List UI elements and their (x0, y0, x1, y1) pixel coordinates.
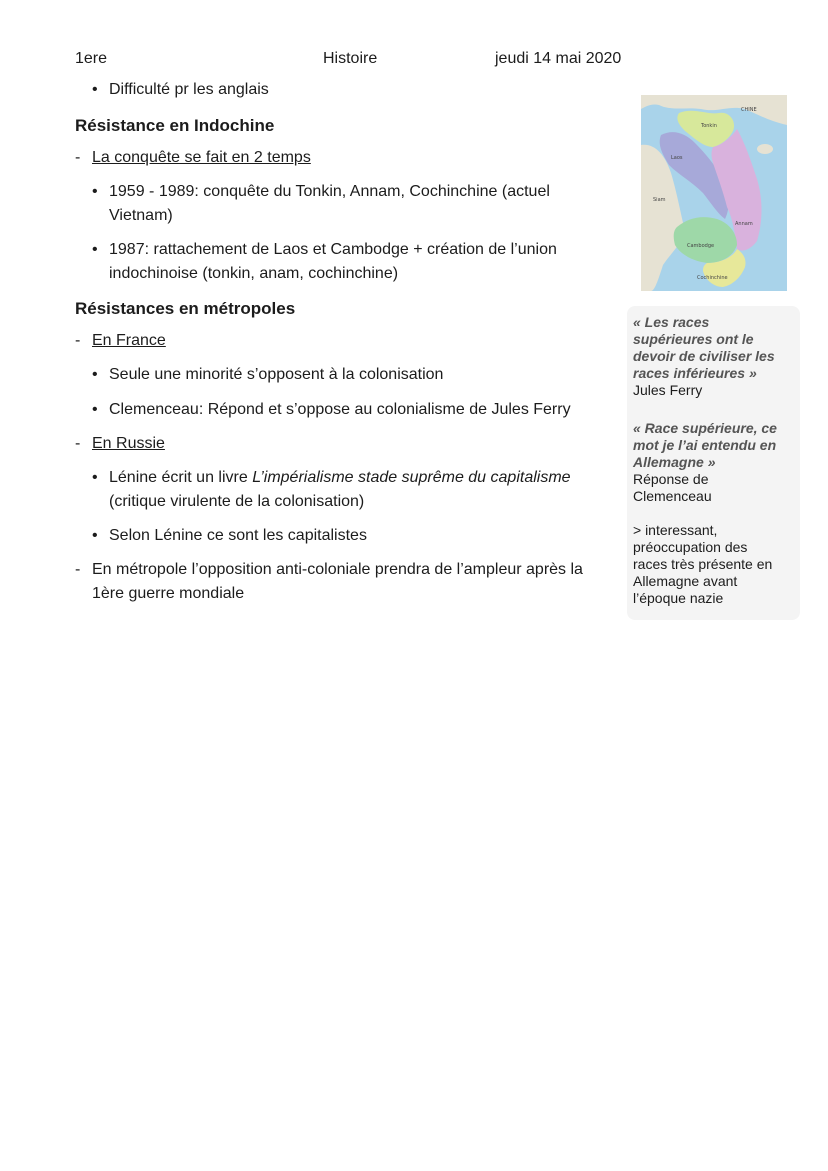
bullet-lenine-livre (109, 466, 609, 514)
dash-metropole-opposition (92, 558, 622, 606)
bullet-line: indochinoise (tonkin, anam, cochinchine) (109, 265, 399, 282)
note-line: > interessant, (633, 522, 718, 538)
quote-line: « Les races (633, 314, 710, 330)
subheading-france-text: En France (92, 332, 166, 349)
subheading-conquete-text: La conquête se fait en 2 temps (92, 149, 311, 166)
note-line: Allemagne avant (633, 573, 738, 589)
bullet-minorite: • Seule une minorité s’opposent à la colonisation (109, 363, 443, 387)
bullet-difficulte: • Difficulté pr les anglais (109, 78, 269, 102)
quote-line: mot je l’ai entendu en (633, 437, 777, 453)
map-label-laos: Laos (671, 155, 683, 161)
bullet-conquete-tonkin (109, 180, 609, 228)
quote-jules-ferry (633, 314, 795, 399)
note-line: l’époque nazie (633, 590, 724, 606)
header-class: 1ere (75, 50, 108, 67)
subheading-russie-text: En Russie (92, 435, 165, 452)
header-date: jeudi 14 mai 2020 (495, 50, 622, 67)
quote-author: Clemenceau (633, 488, 712, 504)
sidebar-note (633, 522, 795, 607)
subheading-conquete (92, 146, 311, 170)
map-label-cochinchine: Cochinchine (697, 275, 728, 281)
bullet-line: (critique virulente de la colonisation) (109, 493, 365, 510)
note-line: préoccupation des (633, 539, 748, 555)
quote-line: « Race supérieure, ce (633, 420, 777, 436)
lenine-prefix: Lénine écrit un livre (109, 469, 253, 486)
quote-author: Réponse de (633, 471, 709, 487)
bullet-rattachement (109, 238, 609, 286)
quote-line: Allemagne » (633, 454, 716, 470)
bullet-line: Vietnam) (109, 207, 173, 224)
subheading-russie (92, 432, 165, 456)
bullet-clemenceau: • Clemenceau: Répond et s’oppose au colonialisme de Jules Ferry (109, 398, 571, 422)
header-subject: Histoire (323, 50, 378, 67)
heading-metropoles: Résistances en métropoles (75, 299, 296, 318)
map-label-siam: Siam (653, 197, 666, 203)
map-label-chine: CHINE (741, 107, 757, 113)
quote-clemenceau (633, 420, 795, 505)
map-label-cambodge: Cambodge (687, 243, 715, 249)
map-hainan (757, 144, 773, 154)
map-label-annam: Annam (735, 221, 753, 227)
lenine-book-title: L’impérialisme stade suprême du capitalisme (252, 469, 571, 486)
quote-author: Jules Ferry (633, 382, 703, 398)
bullet-capitalistes: • Selon Lénine ce sont les capitalistes (109, 524, 367, 548)
quote-line: supérieures ont le (633, 331, 754, 347)
note-line: races très présente en (633, 556, 773, 572)
indochina-map (641, 95, 787, 291)
bullet-line: • 1959 - 1989: conquête du Tonkin, Annam, Cochinchine (actuel (109, 183, 550, 200)
heading-indochine: Résistance en Indochine (75, 116, 275, 135)
quote-line: devoir de civiliser les (633, 348, 775, 364)
dash-line: 1ère guerre mondiale (92, 585, 245, 602)
map-label-tonkin: Tonkin (701, 123, 717, 129)
quote-line: races inférieures » (633, 365, 757, 381)
subheading-france (92, 329, 166, 353)
bullet-line (109, 466, 609, 490)
dash-line: - En métropole l’opposition anti-coloniale prendra de l’ampleur après la (92, 561, 583, 578)
bullet-line: • 1987: rattachement de Laos et Cambodge + création de l’union (109, 241, 557, 258)
